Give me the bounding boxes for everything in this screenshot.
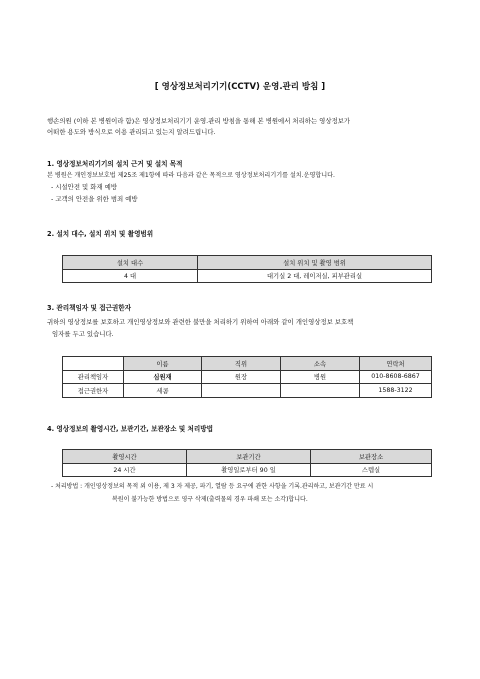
document-title: [ 영상정보처리기기(CCTV) 운영.관리 방침 ] xyxy=(154,82,326,92)
table-cell: 세콤 xyxy=(124,384,202,398)
table-cell: 스텝실 xyxy=(311,463,432,477)
table-row xyxy=(63,370,432,384)
table-header-row xyxy=(63,256,432,270)
table-cell: 심원재 xyxy=(124,370,202,384)
section-4-heading: 4. 영상정보의 촬영시간, 보관기간, 보관장소 및 처리방법 xyxy=(47,425,214,433)
table-header-cell: 보관기간 xyxy=(187,450,311,464)
table-cell: 1588-3122 xyxy=(360,384,432,398)
section-3-body-line-1: 귀하의 영상정보를 보호하고 개인영상정보와 관련한 불만을 처리하기 위하여 아래와 같이 개인영상정보 보호책 xyxy=(47,318,354,326)
table-cell: 병원 xyxy=(281,370,360,384)
table-header-cell: 연락처 xyxy=(360,357,432,371)
table-header-cell: 설치 위치 및 촬영 범위 xyxy=(198,256,432,270)
section-4-note-line-1: - 처리방법 : 개인영상정보의 목적 외 이용, 제 3 자 제공, 파기, 열람 등 요구에 관한 사항을 기록.관리하고, 보관기간 만료 시 xyxy=(51,483,374,490)
table-header-row xyxy=(63,450,432,464)
table-cell: 원장 xyxy=(202,370,281,384)
table-row xyxy=(63,384,432,398)
section-1-heading: 1. 영상정보처리기기의 설치 근거 및 설치 목적 xyxy=(47,160,183,168)
table-cell xyxy=(281,384,360,398)
table-cell: 접근권한자 xyxy=(63,384,124,398)
intro-line-1: 행손의원 (이하 본 병원이라 함)은 영상정보처리기기 운영.관리 방침을 통해 본 병원에서 처리하는 영상정보가 xyxy=(47,117,351,125)
table-cell: 24 시간 xyxy=(63,463,187,477)
table-cell xyxy=(202,384,281,398)
table-cell: 4 대 xyxy=(63,269,198,283)
table-row xyxy=(63,463,432,477)
table-cell: 010-8608-6867 xyxy=(360,370,432,384)
section-3-body-line-2: 임자를 두고 있습니다. xyxy=(52,330,114,338)
table-header-cell: 소속 xyxy=(281,357,360,371)
section-1-body: 본 병원은 개인정보보호법 제25조 제1항에 따라 다음과 같은 목적으로 영상정보처리기기를 설치.운영합니다. xyxy=(47,172,335,179)
table-header-cell: 촬영시간 xyxy=(63,450,187,464)
section-1-item: - 시설안전 및 화재 예방 xyxy=(51,183,117,191)
table-header-cell: 이름 xyxy=(124,357,202,371)
manager-table xyxy=(62,356,432,398)
table-header-cell: 직위 xyxy=(202,357,281,371)
intro-line-2: 어떠한 용도와 방식으로 이용 관리되고 있는지 알려드립니다. xyxy=(47,128,216,136)
table-row xyxy=(63,269,432,283)
retention-table xyxy=(62,449,432,477)
table-header-cell: 보관장소 xyxy=(311,450,432,464)
installation-table xyxy=(62,255,432,283)
section-4-note-line-2: 복원이 불가능한 방법으로 영구 삭제(출력물의 경우 파쇄 또는 소각)합니다. xyxy=(112,496,308,503)
table-header-cell xyxy=(63,357,124,371)
section-3-heading: 3. 관리책임자 및 접근권한자 xyxy=(47,304,132,312)
table-cell: 대기실 2 대, 레이저실, 피부관리실 xyxy=(198,269,432,283)
table-header-row xyxy=(63,357,432,371)
table-header-cell: 설치 대수 xyxy=(63,256,198,270)
table-cell: 촬영일로부터 90 일 xyxy=(187,463,311,477)
section-1-item: - 고객의 안전을 위한 범죄 예방 xyxy=(51,195,138,203)
table-cell: 관리책임자 xyxy=(63,370,124,384)
section-2-heading: 2. 설치 대수, 설치 위치 및 촬영범위 xyxy=(47,230,154,238)
